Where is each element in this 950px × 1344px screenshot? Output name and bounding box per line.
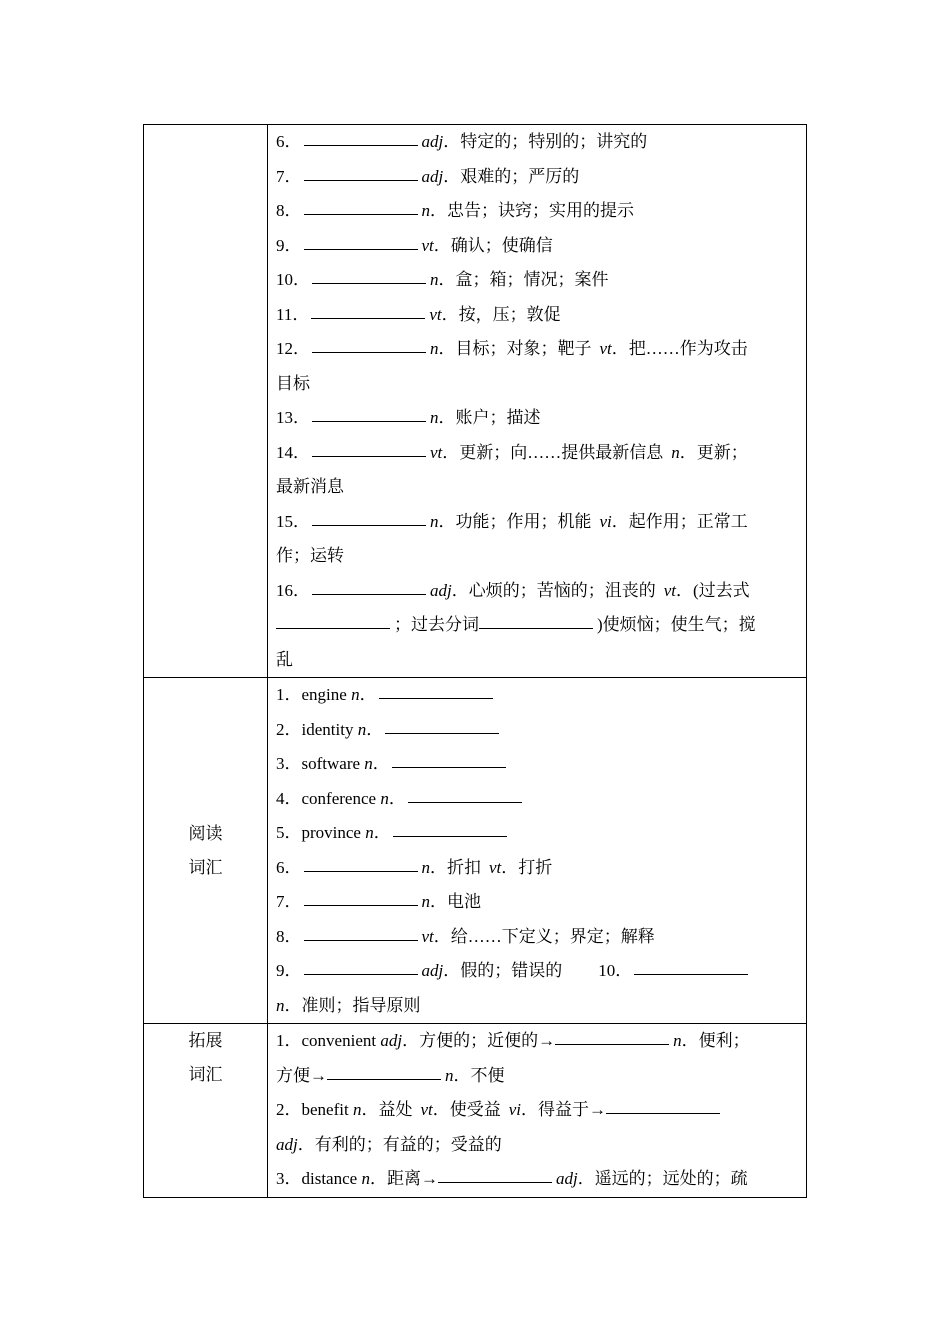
list-item: 8． n．忠告；诀窍；实用的提示 [276, 201, 634, 220]
answer-blank[interactable] [479, 627, 593, 629]
answer-blank[interactable] [304, 213, 418, 215]
answer-blank[interactable] [312, 282, 426, 284]
answer-blank[interactable] [555, 1043, 669, 1045]
list-item: 11． vt．按，压；敦促 [276, 304, 561, 324]
list-item-continuation: 乱 [276, 649, 293, 669]
answer-blank[interactable] [385, 732, 499, 734]
answer-blank[interactable] [408, 801, 522, 803]
table-row [144, 678, 807, 1024]
list-item: 12． n．目标；对象；靶子 vt．把……作为攻击 [276, 339, 748, 358]
list-item: 3．distance n．距离→ adj．遥远的；远处的；疏 [276, 1169, 748, 1188]
section-content [268, 125, 807, 678]
section-label-empty [144, 125, 268, 678]
list-item: 3．software n． [276, 747, 798, 782]
answer-blank[interactable] [393, 835, 507, 837]
list-item: 2．identity n． [276, 713, 798, 748]
answer-blank[interactable] [606, 1112, 720, 1114]
answer-blank[interactable] [311, 317, 425, 319]
answer-blank[interactable] [304, 973, 418, 975]
list-item: 6． adj．特定的；特别的；讲究的 [276, 132, 648, 151]
answer-blank[interactable] [392, 766, 506, 768]
answer-blank[interactable] [304, 939, 418, 941]
list-item: 1．engine n． [276, 678, 798, 713]
vocabulary-table [143, 124, 807, 1198]
answer-blank[interactable] [304, 248, 418, 250]
section-label-extended-vocab: 拓展 词汇 [144, 1024, 268, 1198]
answer-blank[interactable] [312, 420, 426, 422]
table-row [144, 1024, 807, 1198]
list-item: 14． vt．更新；向……提供最新信息 n．更新； [276, 442, 748, 462]
answer-blank[interactable] [304, 870, 418, 872]
answer-blank[interactable] [276, 627, 390, 629]
list-item-continuation: ；过去分词 )使烦恼；使生气；搅 [276, 608, 798, 643]
answer-blank[interactable] [304, 179, 418, 181]
list-item-continuation: 最新消息 [276, 477, 344, 496]
table-row [144, 125, 807, 678]
list-item: 7． adj．艰难的；严厉的 [276, 166, 580, 186]
answer-blank[interactable] [312, 351, 426, 353]
list-item: 8． vt．给……下定义；界定；解释 [276, 926, 655, 946]
answer-blank[interactable] [304, 144, 418, 146]
list-item: 9． vt．确认；使确信 [276, 235, 553, 255]
list-item-continuation: n．准则；指导原则 [276, 995, 421, 1015]
list-item: 16． adj．心烦的；苦恼的；沮丧的 vt．(过去式 [276, 580, 750, 600]
list-item: 5．province n． [276, 816, 798, 851]
answer-blank[interactable] [312, 593, 426, 595]
list-item: 1．convenient adj．方便的；近便的→ n．便利； [276, 1031, 750, 1050]
section-content [268, 1024, 807, 1198]
list-item: 13． n．账户；描述 [276, 408, 541, 427]
list-item-continuation: 作；运转 [276, 546, 344, 565]
list-item: 7． n．电池 [276, 892, 481, 911]
answer-blank[interactable] [438, 1181, 552, 1183]
answer-blank[interactable] [634, 973, 748, 975]
list-item: 2．benefit n．益处 vt．使受益 vi．得益于→ [276, 1093, 798, 1128]
list-item-continuation: adj．有利的；有益的；受益的 [276, 1134, 502, 1154]
answer-blank[interactable] [379, 697, 493, 699]
section-label-reading-vocab: 阅读 词汇 [144, 678, 268, 1024]
list-item-continuation: 目标 [276, 373, 310, 393]
list-item-continuation: 方便→ n．不便 [276, 1065, 505, 1085]
list-item: 15． n．功能；作用；机能 vi．起作用；正常工 [276, 511, 748, 531]
answer-blank[interactable] [327, 1078, 441, 1080]
list-item: 6． n．折扣 vt．打折 [276, 857, 553, 877]
answer-blank[interactable] [312, 455, 426, 457]
list-item: 4．conference n． [276, 782, 798, 817]
list-item: 10． n．盒；箱；情况；案件 [276, 270, 609, 289]
answer-blank[interactable] [312, 524, 426, 526]
answer-blank[interactable] [304, 904, 418, 906]
section-content [268, 678, 807, 1024]
list-item: 9． adj．假的；错误的 10． [276, 954, 798, 989]
